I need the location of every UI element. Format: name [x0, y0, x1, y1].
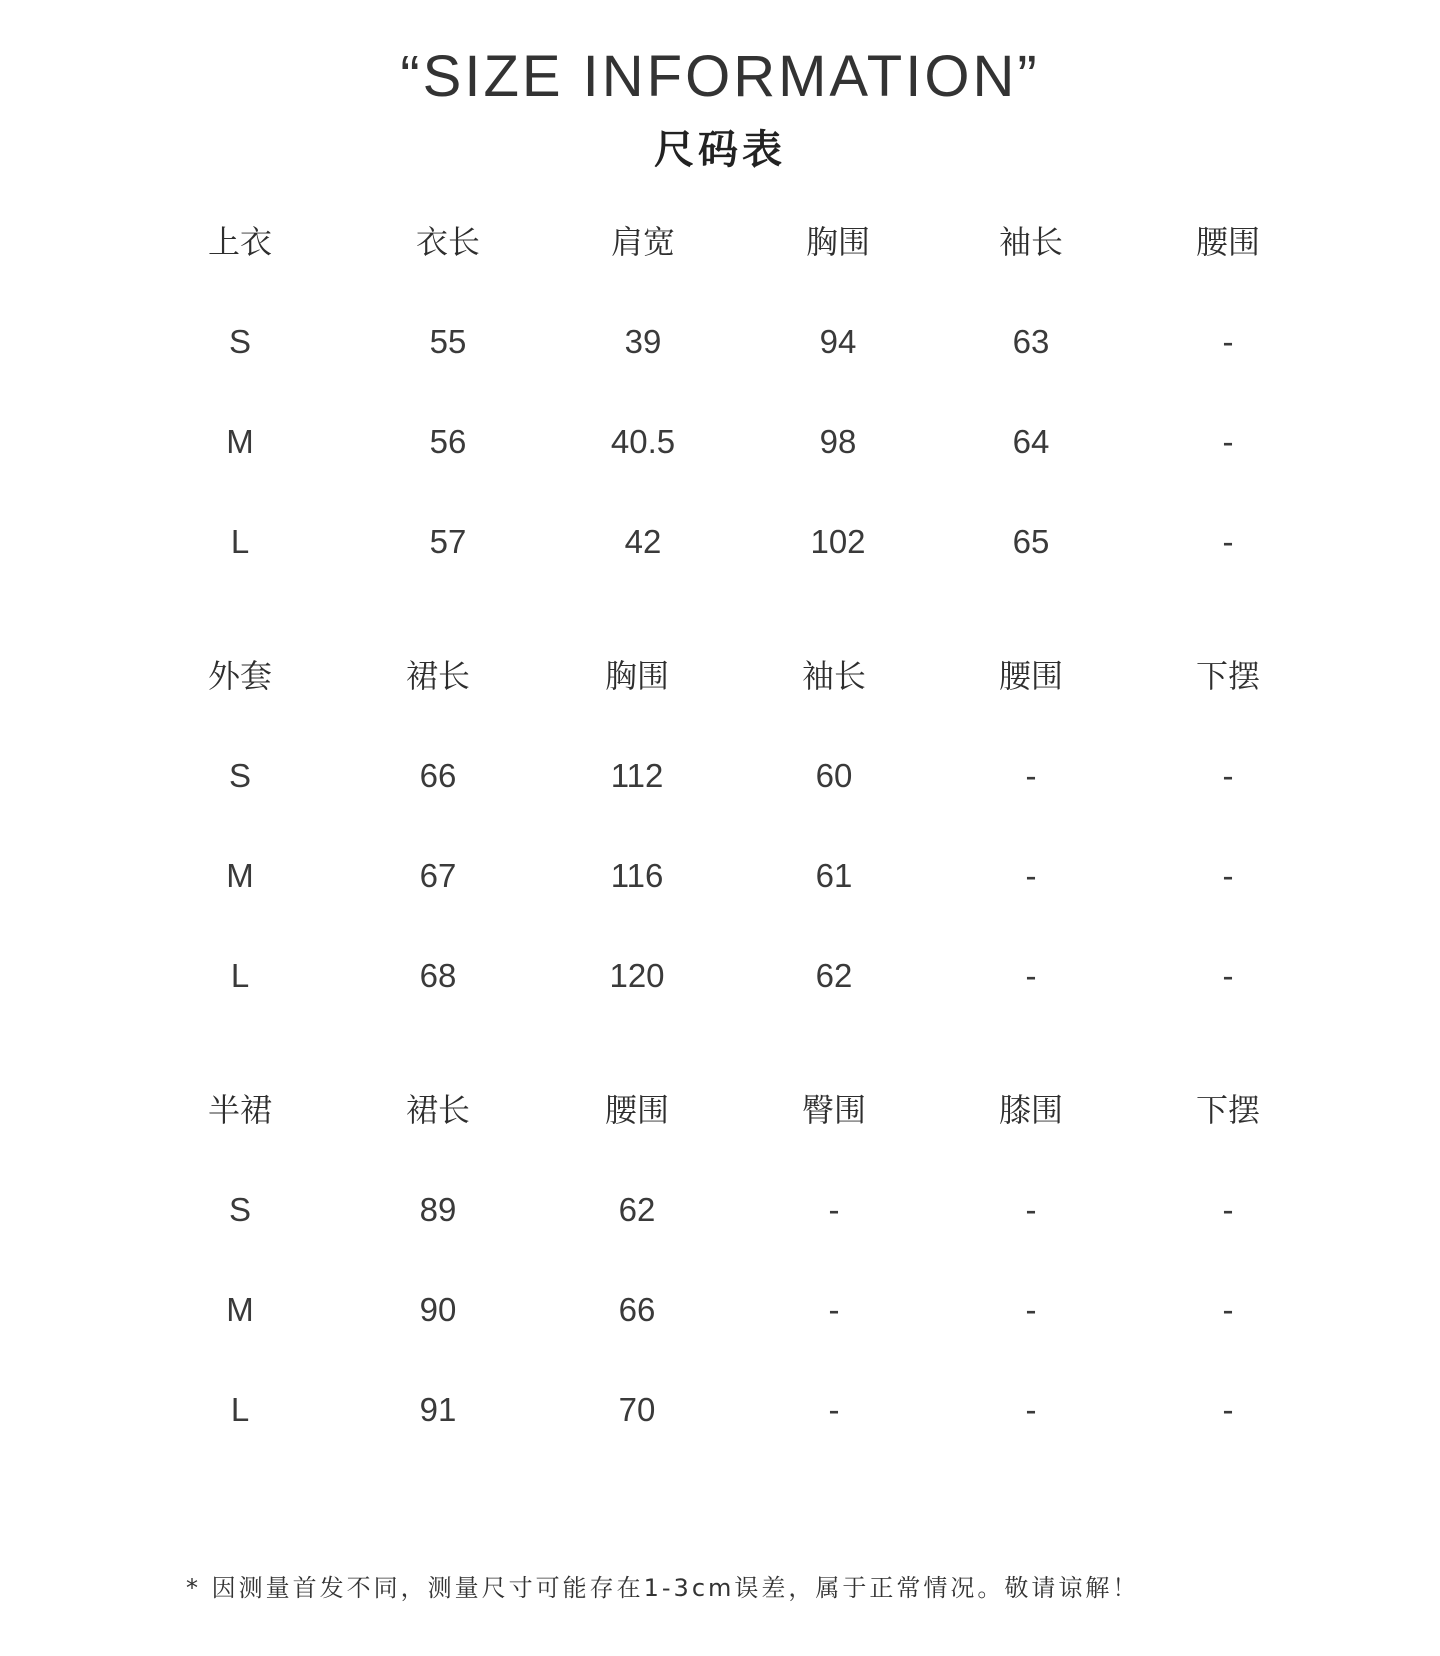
measurement-cell: 56	[429, 423, 467, 460]
size-label: M	[226, 423, 254, 460]
size-label: L	[230, 957, 250, 994]
measurement-cell: 65	[1012, 523, 1050, 560]
column-header: 肩宽	[610, 223, 675, 261]
table-row	[0, 1380, 1440, 1440]
column-header: 胸围	[805, 223, 870, 261]
measurement-cell: -	[1025, 1291, 1037, 1328]
size-label: M	[226, 857, 254, 894]
measurement-cell: -	[1025, 1191, 1037, 1228]
measurement-cell: 63	[1012, 323, 1050, 360]
measurement-cell: -	[1222, 757, 1234, 794]
column-header: 上衣	[207, 223, 272, 261]
size-label: S	[228, 757, 251, 794]
measurement-cell: 62	[618, 1191, 656, 1228]
measurement-cell: -	[1222, 857, 1234, 894]
measurement-cell: 39	[624, 323, 662, 360]
column-header: 腰围	[604, 1091, 669, 1129]
measurement-cell: 66	[618, 1291, 656, 1328]
measurement-cell: 42	[624, 523, 662, 560]
measurement-cell: -	[1222, 1191, 1234, 1228]
column-header: 外套	[207, 657, 272, 695]
measurement-cell: 91	[419, 1391, 457, 1428]
measurement-cell: 66	[419, 757, 457, 794]
measurement-cell: 61	[815, 857, 853, 894]
measurement-cell: 60	[815, 757, 853, 794]
measurement-cell: 98	[819, 423, 857, 460]
column-header: 袖长	[801, 657, 866, 695]
table-header-row	[0, 646, 1440, 706]
measurement-cell: -	[1222, 957, 1234, 994]
size-label: L	[230, 1391, 250, 1428]
table-row	[0, 846, 1440, 906]
table-row	[0, 746, 1440, 806]
table-header-row	[0, 1080, 1440, 1140]
column-header: 臀围	[801, 1091, 866, 1129]
measurement-cell: 120	[609, 957, 665, 994]
measurement-cell: -	[1222, 323, 1234, 360]
measurement-cell: -	[1222, 1291, 1234, 1328]
measurement-cell: 40.5	[610, 423, 676, 460]
measurement-cell: 57	[429, 523, 467, 560]
measurement-cell: -	[828, 1291, 840, 1328]
measurement-cell: -	[1222, 523, 1234, 560]
measurement-cell: -	[1025, 957, 1037, 994]
size-label: M	[226, 1291, 254, 1328]
column-header: 袖长	[998, 223, 1063, 261]
measurement-cell: -	[1222, 423, 1234, 460]
measurement-cell: 70	[618, 1391, 656, 1428]
table-row	[0, 512, 1440, 572]
column-header: 胸围	[604, 657, 669, 695]
table-row	[0, 312, 1440, 372]
measurement-cell: 116	[610, 857, 664, 894]
column-header: 腰围	[998, 657, 1063, 695]
column-header: 裙长	[405, 657, 470, 695]
footnote: * 因测量首发不同，测量尺寸可能存在1-3cm误差，属于正常情况。敬请谅解！	[186, 1574, 1140, 1602]
column-header: 衣长	[415, 223, 480, 261]
page-title-cn: 尺码表	[654, 127, 786, 173]
table-row	[0, 1180, 1440, 1240]
size-label: L	[230, 523, 250, 560]
measurement-cell: 64	[1012, 423, 1050, 460]
page-title-en: “SIZE INFORMATION”	[400, 44, 1040, 109]
column-header: 下摆	[1195, 657, 1260, 695]
measurement-cell: -	[828, 1191, 840, 1228]
measurement-cell: -	[828, 1391, 840, 1428]
measurement-cell: 102	[810, 523, 866, 560]
measurement-cell: -	[1222, 1391, 1234, 1428]
table-row	[0, 1280, 1440, 1340]
measurement-cell: 90	[419, 1291, 457, 1328]
column-header: 腰围	[1195, 223, 1260, 261]
column-header: 膝围	[998, 1091, 1063, 1129]
measurement-cell: 112	[610, 757, 664, 794]
table-header-row	[0, 212, 1440, 272]
measurement-cell: 55	[429, 323, 467, 360]
measurement-cell: 62	[815, 957, 853, 994]
size-label: S	[228, 323, 251, 360]
measurement-cell: 89	[419, 1191, 457, 1228]
measurement-cell: -	[1025, 857, 1037, 894]
measurement-cell: 68	[419, 957, 457, 994]
table-row	[0, 946, 1440, 1006]
column-header: 下摆	[1195, 1091, 1260, 1129]
measurement-cell: 94	[819, 323, 857, 360]
measurement-cell: -	[1025, 757, 1037, 794]
size-label: S	[228, 1191, 251, 1228]
column-header: 半裙	[207, 1091, 272, 1129]
measurement-cell: 67	[419, 857, 457, 894]
table-row	[0, 412, 1440, 472]
measurement-cell: -	[1025, 1391, 1037, 1428]
column-header: 裙长	[405, 1091, 470, 1129]
